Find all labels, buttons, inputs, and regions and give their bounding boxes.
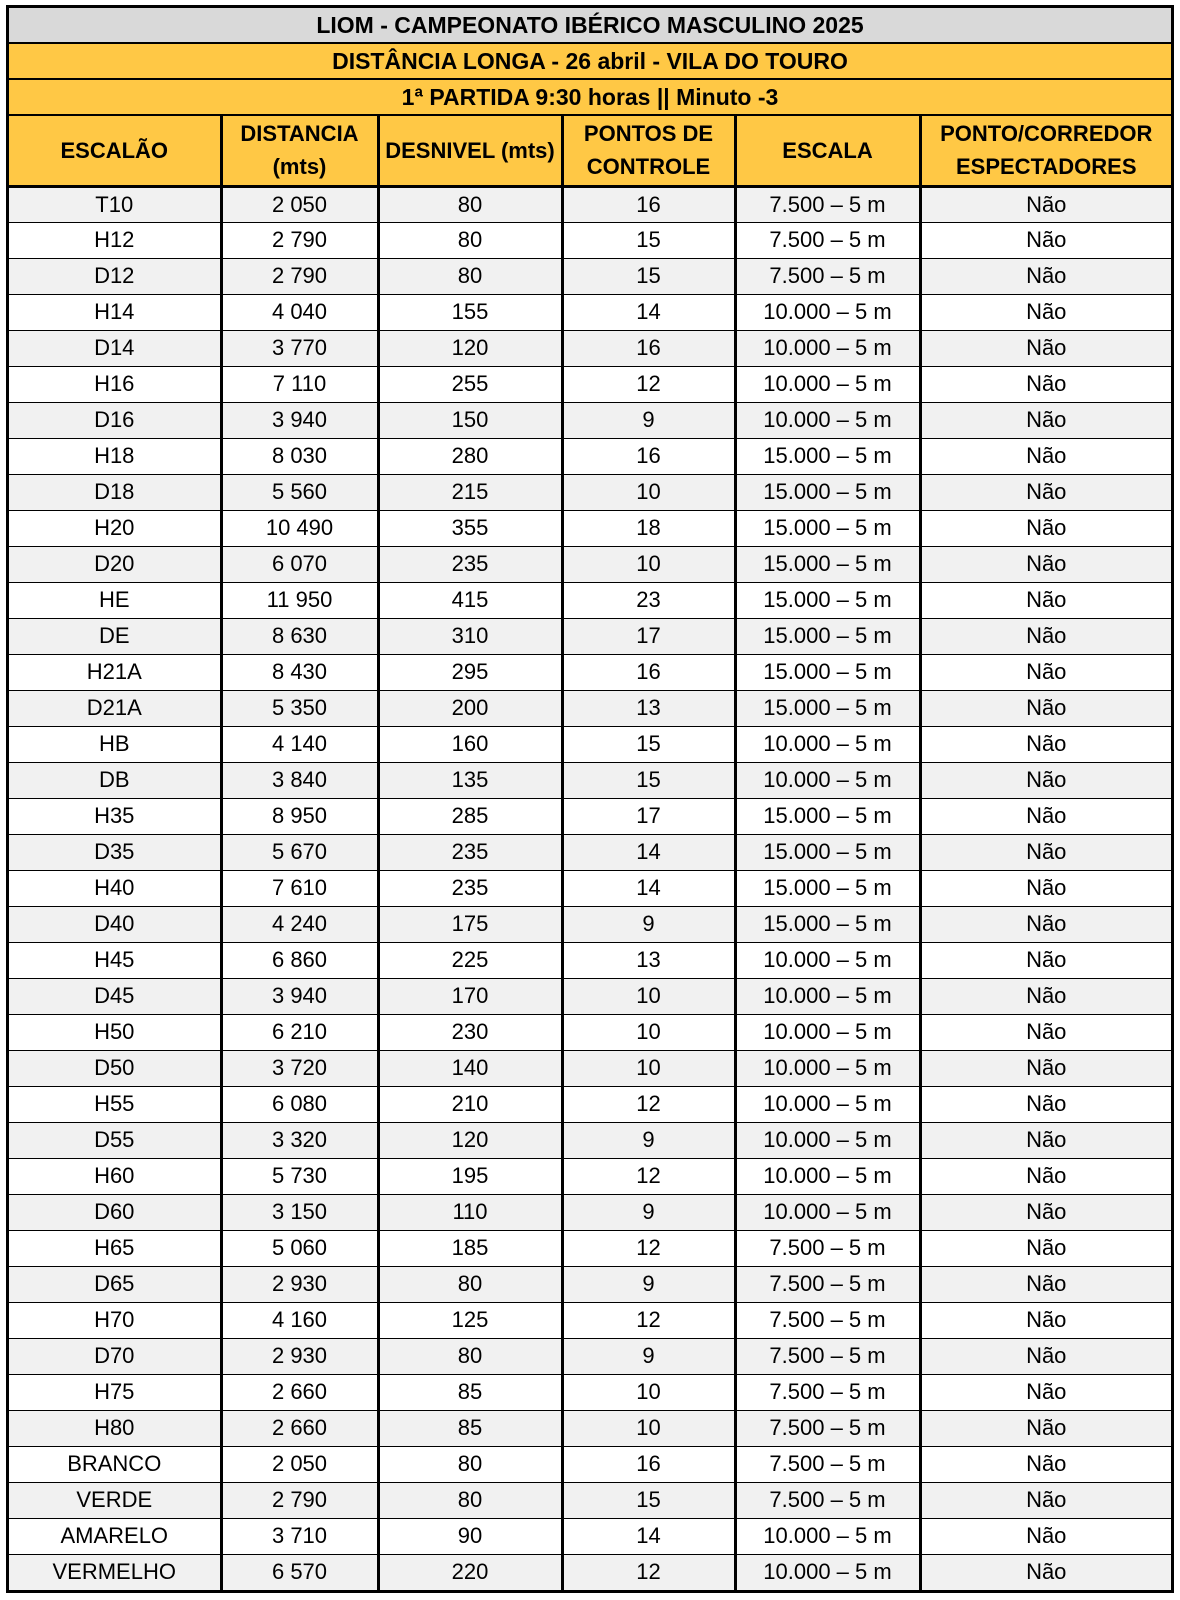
- table-row: [9, 942, 1171, 978]
- col-pontos-cell: 10: [562, 1410, 735, 1446]
- col-espectadores-cell: Não: [920, 870, 1171, 906]
- col-desnivel-cell: 80: [378, 1482, 562, 1518]
- col-escalao-cell: D18: [9, 474, 221, 510]
- col-escalao-cell: H14: [9, 294, 221, 330]
- col-escala-cell: 15.000 – 5 m: [735, 690, 920, 726]
- col-escalao-cell: H12: [9, 222, 221, 258]
- col-escalao-cell: D16: [9, 402, 221, 438]
- col-distancia-cell: 8 630: [221, 618, 378, 654]
- col-escala-cell: 7.500 – 5 m: [735, 1230, 920, 1266]
- col-escalao-cell: VERMELHO: [9, 1554, 221, 1590]
- col-escala-cell: 10.000 – 5 m: [735, 1122, 920, 1158]
- table-row: [9, 1158, 1171, 1194]
- header-label: ESCALÃO: [60, 137, 169, 163]
- col-escalao-cell: D60: [9, 1194, 221, 1230]
- col-desnivel-cell: 120: [378, 1122, 562, 1158]
- col-desnivel-cell: 175: [378, 906, 562, 942]
- col-espectadores-cell: Não: [920, 834, 1171, 870]
- col-escalao-cell: H75: [9, 1374, 221, 1410]
- col-distancia-cell: 2 930: [221, 1266, 378, 1302]
- col-pontos-cell: 9: [562, 906, 735, 942]
- col-distancia-cell: 3 720: [221, 1050, 378, 1086]
- table-row: [9, 870, 1171, 906]
- col-pontos-cell: 16: [562, 654, 735, 690]
- col-escala-cell: 7.500 – 5 m: [735, 1410, 920, 1446]
- col-pontos-cell: 14: [562, 1518, 735, 1554]
- col-distancia-cell: 6 860: [221, 942, 378, 978]
- col-desnivel-cell: 170: [378, 978, 562, 1014]
- col-escalao-cell: HE: [9, 582, 221, 618]
- col-distancia-cell: 5 730: [221, 1158, 378, 1194]
- header-label: PONTO/CORREDOR: [940, 121, 1153, 147]
- table-row: [9, 1410, 1171, 1446]
- event-subtitle: DISTÂNCIA LONGA - 26 abril - VILA DO TOURO: [9, 44, 1171, 80]
- table-row: [9, 1194, 1171, 1230]
- col-distancia-cell: 5 350: [221, 690, 378, 726]
- table-row: [9, 1122, 1171, 1158]
- col-escalao-cell: D40: [9, 906, 221, 942]
- col-distancia-cell: 3 770: [221, 330, 378, 366]
- table-row: [9, 1302, 1171, 1338]
- col-desnivel-cell: 80: [378, 258, 562, 294]
- table-row: [9, 294, 1171, 330]
- col-escala-cell: 15.000 – 5 m: [735, 834, 920, 870]
- col-escala-cell: 15.000 – 5 m: [735, 654, 920, 690]
- col-pontos-cell: 10: [562, 546, 735, 582]
- col-desnivel-cell: 135: [378, 762, 562, 798]
- col-escalao-cell: D21A: [9, 690, 221, 726]
- col-espectadores-cell: Não: [920, 1374, 1171, 1410]
- col-pontos-cell: 17: [562, 618, 735, 654]
- table-row: [9, 546, 1171, 582]
- col-distancia-cell: 8 430: [221, 654, 378, 690]
- col-desnivel-cell: 255: [378, 366, 562, 402]
- col-distancia-cell: 6 070: [221, 546, 378, 582]
- col-espectadores-cell: Não: [920, 510, 1171, 546]
- col-espectadores-cell: Não: [920, 546, 1171, 582]
- col-distancia-cell: 2 660: [221, 1374, 378, 1410]
- col-distancia-cell: 3 840: [221, 762, 378, 798]
- results-sheet: [6, 5, 1174, 1593]
- col-escalao-cell: D14: [9, 330, 221, 366]
- col-pontos-cell: 10: [562, 1050, 735, 1086]
- col-distancia-cell: 6 570: [221, 1554, 378, 1590]
- col-pontos-cell: 9: [562, 1122, 735, 1158]
- col-escala-cell: 10.000 – 5 m: [735, 294, 920, 330]
- col-escala-cell: 10.000 – 5 m: [735, 330, 920, 366]
- table-row: [9, 474, 1171, 510]
- col-pontos-cell: 10: [562, 474, 735, 510]
- col-pontos-cell: 12: [562, 1554, 735, 1590]
- col-escala-cell: 10.000 – 5 m: [735, 1554, 920, 1590]
- table-row: [9, 1518, 1171, 1554]
- col-pontos-cell: 15: [562, 726, 735, 762]
- header-label: DISTANCIA: [240, 121, 359, 147]
- col-distancia-cell: 2 660: [221, 1410, 378, 1446]
- col-distancia-cell: 4 240: [221, 906, 378, 942]
- table-row: [9, 330, 1171, 366]
- col-espectadores-cell: Não: [920, 294, 1171, 330]
- col-distancia-cell: 3 940: [221, 978, 378, 1014]
- start-info: 1ª PARTIDA 9:30 horas || Minuto -3: [9, 80, 1171, 116]
- col-distancia-cell: 4 040: [221, 294, 378, 330]
- col-distancia-cell: 2 790: [221, 222, 378, 258]
- col-espectadores-cell: Não: [920, 1518, 1171, 1554]
- col-desnivel-cell: 85: [378, 1374, 562, 1410]
- header-label: DESNIVEL (mts): [385, 137, 555, 163]
- col-espectadores-cell: Não: [920, 438, 1171, 474]
- table-row: [9, 1050, 1171, 1086]
- table-row: [9, 1014, 1171, 1050]
- col-pontos-cell: 12: [562, 1230, 735, 1266]
- col-distancia-cell: 5 560: [221, 474, 378, 510]
- col-distancia-cell: 5 060: [221, 1230, 378, 1266]
- col-escala-cell: 15.000 – 5 m: [735, 582, 920, 618]
- col-pontos-cell: 10: [562, 978, 735, 1014]
- col-distancia-cell: 3 940: [221, 402, 378, 438]
- col-espectadores-cell: Não: [920, 582, 1171, 618]
- table-row: [9, 510, 1171, 546]
- col-escalao-cell: H45: [9, 942, 221, 978]
- header-label: CONTROLE: [586, 154, 711, 180]
- table-header: [9, 116, 1171, 186]
- col-espectadores-cell: Não: [920, 798, 1171, 834]
- col-desnivel-cell: 220: [378, 1554, 562, 1590]
- col-distancia-header: [221, 116, 378, 186]
- col-escala-cell: 7.500 – 5 m: [735, 1446, 920, 1482]
- col-pontos-cell: 15: [562, 222, 735, 258]
- col-espectadores-cell: Não: [920, 1410, 1171, 1446]
- col-escalao-cell: D35: [9, 834, 221, 870]
- table-row: [9, 1374, 1171, 1410]
- col-escala-cell: 10.000 – 5 m: [735, 1194, 920, 1230]
- col-escalao-cell: H60: [9, 1158, 221, 1194]
- col-pontos-cell: 13: [562, 690, 735, 726]
- col-escala-cell: 7.500 – 5 m: [735, 1302, 920, 1338]
- col-pontos-cell: 9: [562, 1266, 735, 1302]
- col-escalao-cell: VERDE: [9, 1482, 221, 1518]
- col-pontos-cell: 18: [562, 510, 735, 546]
- col-desnivel-cell: 155: [378, 294, 562, 330]
- col-espectadores-cell: Não: [920, 618, 1171, 654]
- col-distancia-cell: 4 140: [221, 726, 378, 762]
- col-pontos-cell: 9: [562, 1338, 735, 1374]
- col-escala-cell: 15.000 – 5 m: [735, 618, 920, 654]
- table-row: [9, 978, 1171, 1014]
- col-escala-cell: 10.000 – 5 m: [735, 762, 920, 798]
- col-espectadores-cell: Não: [920, 222, 1171, 258]
- header-label: (mts): [272, 154, 327, 180]
- col-pontos-cell: 16: [562, 330, 735, 366]
- col-espectadores-cell: Não: [920, 906, 1171, 942]
- header-row: [9, 116, 1171, 186]
- col-espectadores-cell: Não: [920, 474, 1171, 510]
- col-espectadores-cell: Não: [920, 1086, 1171, 1122]
- col-desnivel-cell: 235: [378, 546, 562, 582]
- col-desnivel-cell: 185: [378, 1230, 562, 1266]
- col-escalao-cell: D45: [9, 978, 221, 1014]
- col-pontos-cell: 9: [562, 1194, 735, 1230]
- col-escala-cell: 15.000 – 5 m: [735, 546, 920, 582]
- col-espectadores-cell: Não: [920, 1266, 1171, 1302]
- col-espectadores-cell: Não: [920, 1194, 1171, 1230]
- table-row: [9, 582, 1171, 618]
- course-table: [9, 116, 1171, 1590]
- col-desnivel-cell: 415: [378, 582, 562, 618]
- col-desnivel-cell: 140: [378, 1050, 562, 1086]
- col-escala-cell: 10.000 – 5 m: [735, 1050, 920, 1086]
- table-body: [9, 186, 1171, 1590]
- col-espectadores-cell: Não: [920, 330, 1171, 366]
- col-desnivel-header: [378, 116, 562, 186]
- col-escalao-cell: D20: [9, 546, 221, 582]
- col-pontos-cell: 16: [562, 1446, 735, 1482]
- col-desnivel-cell: 125: [378, 1302, 562, 1338]
- col-espectadores-cell: Não: [920, 690, 1171, 726]
- col-pontos-cell: 9: [562, 402, 735, 438]
- col-distancia-cell: 11 950: [221, 582, 378, 618]
- table-row: [9, 1086, 1171, 1122]
- col-distancia-cell: 2 050: [221, 186, 378, 222]
- table-row: [9, 1230, 1171, 1266]
- col-escalao-cell: D50: [9, 1050, 221, 1086]
- col-distancia-cell: 2 050: [221, 1446, 378, 1482]
- col-distancia-cell: 3 710: [221, 1518, 378, 1554]
- col-escalao-cell: H21A: [9, 654, 221, 690]
- col-pontos-cell: 10: [562, 1374, 735, 1410]
- col-escala-cell: 15.000 – 5 m: [735, 870, 920, 906]
- col-desnivel-cell: 80: [378, 186, 562, 222]
- col-escalao-cell: D70: [9, 1338, 221, 1374]
- col-espectadores-cell: Não: [920, 186, 1171, 222]
- table-row: [9, 1554, 1171, 1590]
- col-espectadores-cell: Não: [920, 1158, 1171, 1194]
- col-pontos-cell: 12: [562, 1302, 735, 1338]
- col-escala-cell: 7.500 – 5 m: [735, 258, 920, 294]
- col-escala-cell: 15.000 – 5 m: [735, 906, 920, 942]
- col-distancia-cell: 3 320: [221, 1122, 378, 1158]
- col-pontos-cell: 12: [562, 1158, 735, 1194]
- col-espectadores-cell: Não: [920, 762, 1171, 798]
- col-distancia-cell: 8 030: [221, 438, 378, 474]
- col-escalao-cell: H16: [9, 366, 221, 402]
- col-escalao-cell: H35: [9, 798, 221, 834]
- col-espectadores-cell: Não: [920, 1446, 1171, 1482]
- col-distancia-cell: 5 670: [221, 834, 378, 870]
- col-escalao-cell: H40: [9, 870, 221, 906]
- col-desnivel-cell: 200: [378, 690, 562, 726]
- col-pontos-cell: 16: [562, 438, 735, 474]
- table-row: [9, 1446, 1171, 1482]
- col-distancia-cell: 2 790: [221, 258, 378, 294]
- col-escalao-cell: D12: [9, 258, 221, 294]
- col-pontos-cell: 14: [562, 834, 735, 870]
- col-desnivel-cell: 285: [378, 798, 562, 834]
- col-espectadores-cell: Não: [920, 258, 1171, 294]
- col-espectadores-cell: Não: [920, 1014, 1171, 1050]
- col-escala-header: [735, 116, 920, 186]
- col-pontos-header: [562, 116, 735, 186]
- col-pontos-cell: 17: [562, 798, 735, 834]
- col-escalao-cell: DE: [9, 618, 221, 654]
- col-escalao-cell: DB: [9, 762, 221, 798]
- col-espectadores-cell: Não: [920, 1554, 1171, 1590]
- col-escalao-cell: AMARELO: [9, 1518, 221, 1554]
- table-row: [9, 762, 1171, 798]
- col-distancia-cell: 2 930: [221, 1338, 378, 1374]
- col-desnivel-cell: 80: [378, 222, 562, 258]
- col-desnivel-cell: 230: [378, 1014, 562, 1050]
- col-escalao-cell: T10: [9, 186, 221, 222]
- col-escala-cell: 15.000 – 5 m: [735, 510, 920, 546]
- col-escala-cell: 7.500 – 5 m: [735, 222, 920, 258]
- col-escala-cell: 10.000 – 5 m: [735, 1086, 920, 1122]
- col-desnivel-cell: 210: [378, 1086, 562, 1122]
- col-espectadores-cell: Não: [920, 726, 1171, 762]
- col-espectadores-cell: Não: [920, 654, 1171, 690]
- col-distancia-cell: 8 950: [221, 798, 378, 834]
- col-distancia-cell: 7 610: [221, 870, 378, 906]
- table-row: [9, 798, 1171, 834]
- table-row: [9, 258, 1171, 294]
- col-escalao-cell: H70: [9, 1302, 221, 1338]
- col-espectadores-cell: Não: [920, 1302, 1171, 1338]
- table-row: [9, 1266, 1171, 1302]
- col-distancia-cell: 6 210: [221, 1014, 378, 1050]
- col-desnivel-cell: 215: [378, 474, 562, 510]
- col-escala-cell: 7.500 – 5 m: [735, 1338, 920, 1374]
- col-escalao-cell: D65: [9, 1266, 221, 1302]
- col-escalao-cell: BRANCO: [9, 1446, 221, 1482]
- table-row: [9, 834, 1171, 870]
- col-desnivel-cell: 295: [378, 654, 562, 690]
- col-escala-cell: 15.000 – 5 m: [735, 798, 920, 834]
- col-desnivel-cell: 235: [378, 834, 562, 870]
- col-escala-cell: 10.000 – 5 m: [735, 978, 920, 1014]
- col-escala-cell: 10.000 – 5 m: [735, 402, 920, 438]
- col-escala-cell: 15.000 – 5 m: [735, 474, 920, 510]
- header-label: ESCALA: [782, 137, 873, 163]
- col-pontos-cell: 15: [562, 762, 735, 798]
- col-distancia-cell: 10 490: [221, 510, 378, 546]
- col-pontos-cell: 13: [562, 942, 735, 978]
- col-escala-cell: 7.500 – 5 m: [735, 1266, 920, 1302]
- col-espectadores-cell: Não: [920, 366, 1171, 402]
- table-row: [9, 402, 1171, 438]
- header-label: PONTOS DE: [583, 121, 714, 147]
- col-desnivel-cell: 120: [378, 330, 562, 366]
- col-desnivel-cell: 110: [378, 1194, 562, 1230]
- col-espectadores-cell: Não: [920, 1482, 1171, 1518]
- col-distancia-cell: 3 150: [221, 1194, 378, 1230]
- col-escala-cell: 7.500 – 5 m: [735, 1374, 920, 1410]
- table-row: [9, 618, 1171, 654]
- col-pontos-cell: 23: [562, 582, 735, 618]
- col-escalao-cell: H20: [9, 510, 221, 546]
- col-escalao-cell: H55: [9, 1086, 221, 1122]
- table-row: [9, 186, 1171, 222]
- col-desnivel-cell: 85: [378, 1410, 562, 1446]
- col-escala-cell: 10.000 – 5 m: [735, 366, 920, 402]
- col-espectadores-cell: Não: [920, 1230, 1171, 1266]
- col-desnivel-cell: 195: [378, 1158, 562, 1194]
- table-row: [9, 222, 1171, 258]
- col-distancia-cell: 4 160: [221, 1302, 378, 1338]
- table-row: [9, 1338, 1171, 1374]
- col-escala-cell: 15.000 – 5 m: [735, 438, 920, 474]
- col-pontos-cell: 14: [562, 870, 735, 906]
- col-pontos-cell: 14: [562, 294, 735, 330]
- col-desnivel-cell: 160: [378, 726, 562, 762]
- col-desnivel-cell: 355: [378, 510, 562, 546]
- table-row: [9, 690, 1171, 726]
- col-espectadores-cell: Não: [920, 1338, 1171, 1374]
- col-pontos-cell: 16: [562, 186, 735, 222]
- col-distancia-cell: 2 790: [221, 1482, 378, 1518]
- col-desnivel-cell: 80: [378, 1338, 562, 1374]
- col-escala-cell: 10.000 – 5 m: [735, 1158, 920, 1194]
- col-espectadores-cell: Não: [920, 942, 1171, 978]
- table-row: [9, 726, 1171, 762]
- col-desnivel-cell: 80: [378, 1266, 562, 1302]
- col-pontos-cell: 15: [562, 1482, 735, 1518]
- col-pontos-cell: 12: [562, 1086, 735, 1122]
- col-escalao-header: [9, 116, 221, 186]
- col-escalao-cell: H65: [9, 1230, 221, 1266]
- col-desnivel-cell: 310: [378, 618, 562, 654]
- table-row: [9, 366, 1171, 402]
- col-escala-cell: 10.000 – 5 m: [735, 942, 920, 978]
- col-espectadores-cell: Não: [920, 402, 1171, 438]
- col-desnivel-cell: 225: [378, 942, 562, 978]
- col-escalao-cell: D55: [9, 1122, 221, 1158]
- col-espectadores-header: [920, 116, 1171, 186]
- col-escala-cell: 7.500 – 5 m: [735, 186, 920, 222]
- sheet-title: LIOM - CAMPEONATO IBÉRICO MASCULINO 2025: [9, 8, 1171, 44]
- col-escalao-cell: H50: [9, 1014, 221, 1050]
- col-pontos-cell: 12: [562, 366, 735, 402]
- col-escala-cell: 7.500 – 5 m: [735, 1482, 920, 1518]
- col-desnivel-cell: 90: [378, 1518, 562, 1554]
- col-distancia-cell: 6 080: [221, 1086, 378, 1122]
- col-escala-cell: 10.000 – 5 m: [735, 1014, 920, 1050]
- col-desnivel-cell: 235: [378, 870, 562, 906]
- table-row: [9, 438, 1171, 474]
- table-row: [9, 654, 1171, 690]
- col-escalao-cell: H80: [9, 1410, 221, 1446]
- col-espectadores-cell: Não: [920, 1122, 1171, 1158]
- table-row: [9, 1482, 1171, 1518]
- header-label: ESPECTADORES: [955, 154, 1137, 180]
- col-espectadores-cell: Não: [920, 1050, 1171, 1086]
- col-espectadores-cell: Não: [920, 978, 1171, 1014]
- col-desnivel-cell: 280: [378, 438, 562, 474]
- col-desnivel-cell: 150: [378, 402, 562, 438]
- col-pontos-cell: 15: [562, 258, 735, 294]
- table-row: [9, 906, 1171, 942]
- col-pontos-cell: 10: [562, 1014, 735, 1050]
- col-escala-cell: 10.000 – 5 m: [735, 1518, 920, 1554]
- col-escalao-cell: HB: [9, 726, 221, 762]
- col-distancia-cell: 7 110: [221, 366, 378, 402]
- col-escala-cell: 10.000 – 5 m: [735, 726, 920, 762]
- col-escalao-cell: H18: [9, 438, 221, 474]
- col-desnivel-cell: 80: [378, 1446, 562, 1482]
